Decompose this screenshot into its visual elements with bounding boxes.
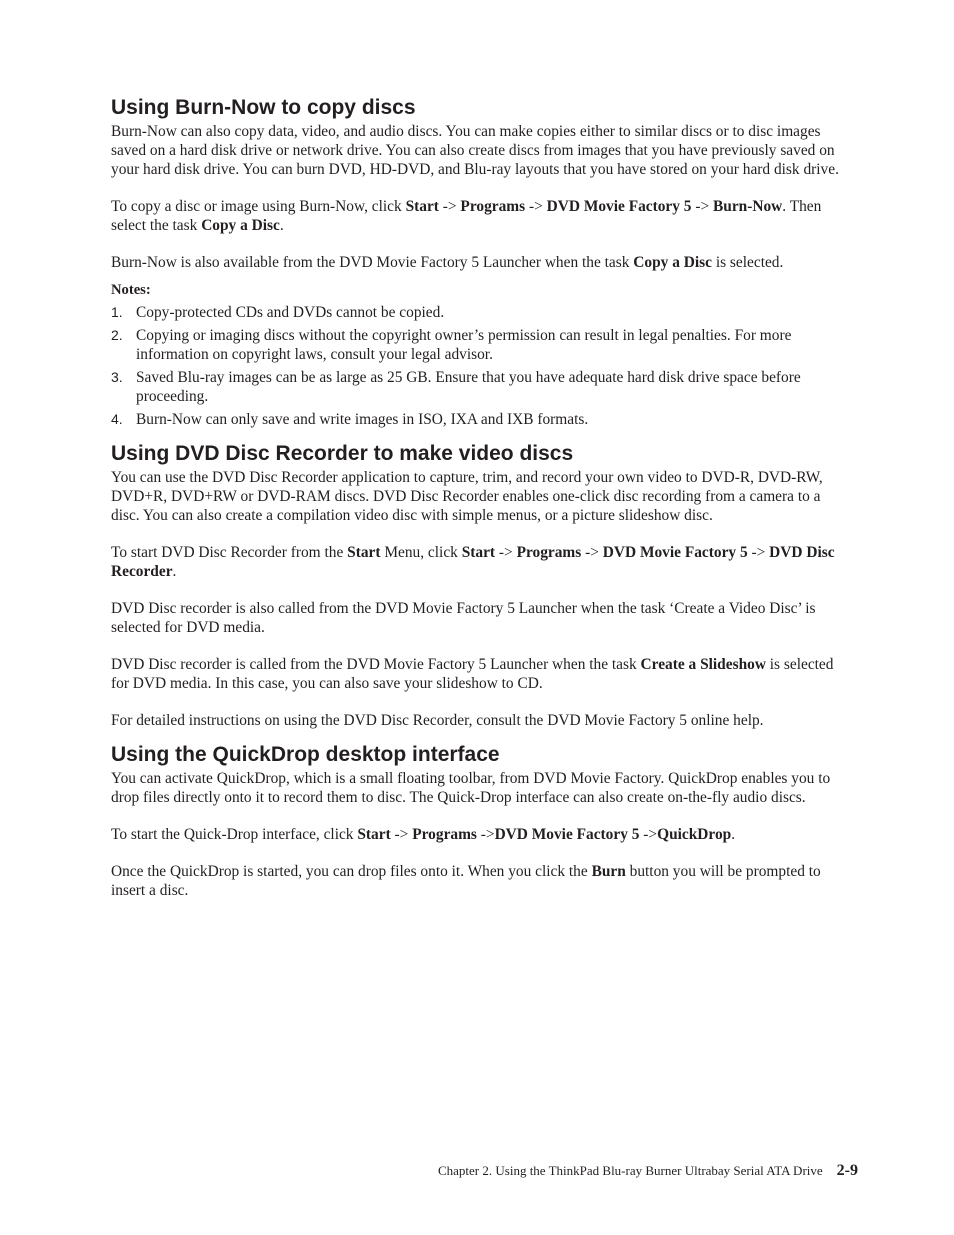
menu-path-programs: Programs [516,544,582,561]
menu-path-quickdrop: QuickDrop [657,826,732,843]
menu-path-start: Start [357,826,391,843]
paragraph: Burn-Now is also available from the DVD Movie Factory 5 Launcher when the task Copy a Disc is selected. [111,254,784,271]
menu-path-start: Start [405,198,439,215]
menu-path-start: Start [461,544,496,561]
paragraph: Burn-Now can also copy data, video, and audio discs. You can make copies either to similar discs or to disc images saved on a hard disk drive or network drive. You can also create discs from images that you have previously saved on your hard disk drive. You can burn DVD, HD-DVD, and Blu-ray layouts that you have stored on your hard disk drive. [111,123,839,178]
paragraph: DVD Disc recorder is called from the DVD Movie Factory 5 Launcher when the task Create a Slideshow is selected for DVD media. In this case, you can also save your slideshow to CD. [111,656,834,692]
paragraph: You can activate QuickDrop, which is a small floating toolbar, from DVD Movie Factory. QuickDrop enables you to drop files directly onto it to record them to disc. The Quick-Drop interface can also create on-the-fly audio discs. [111,770,831,806]
burn-button-reference: Burn [591,863,626,880]
page-number: 2-9 [836,1162,858,1179]
task-name: Copy a Disc [633,254,712,271]
list-item: 4. Burn-Now can only save and write images in ISO, IXA and IXB formats. [111,411,589,428]
list-item: 1. Copy-protected CDs and DVDs cannot be copied. [111,304,445,321]
paragraph: For detailed instructions on using the DVD Disc Recorder, consult the DVD Movie Factory 5 online help. [111,712,764,729]
section-quickdrop [111,742,851,900]
menu-path-burn-now: Burn-Now [713,198,783,215]
page-content [111,95,851,900]
paragraph: Once the QuickDrop is started, you can drop files onto it. When you click the Burn button you will be prompted to insert a disc. [111,863,821,899]
section-heading: Using DVD Disc Recorder to make video discs [111,442,574,465]
section-heading: Using Burn-Now to copy discs [111,96,416,119]
menu-path-dvd-movie-factory: DVD Movie Factory 5 [494,826,640,843]
menu-path-programs: Programs [460,198,526,215]
paragraph: DVD Disc recorder is also called from the DVD Movie Factory 5 Launcher when the task ‘Create a Video Disc’ is selected for DVD media. [111,600,816,636]
notes-list [111,303,851,429]
paragraph: To copy a disc or image using Burn-Now, click Start -> Programs -> DVD Movie Factory 5 -> Burn-Now. Then select the task Copy a Disc. [111,198,822,234]
section-dvd-disc-recorder [111,441,851,730]
menu-path-dvd-movie-factory: DVD Movie Factory 5 [546,198,692,215]
notes-label: Notes: [111,282,151,298]
menu-path-start: Start [347,544,381,561]
task-name: Copy a Disc [201,217,280,234]
paragraph: You can use the DVD Disc Recorder application to capture, trim, and record your own video to DVD-R, DVD-RW, DVD+R, DVD+RW or DVD-RAM discs. DVD Disc Recorder enables one-click disc recording from a camera to a disc. You can also create a compilation video disc with simple menus, or a picture slideshow disc. [111,469,823,524]
page-footer [438,1162,858,1180]
task-name: Create a Slideshow [640,656,766,673]
paragraph: To start DVD Disc Recorder from the Start Menu, click Start -> Programs -> DVD Movie Factory 5 -> DVD Disc Recorder. [111,544,835,580]
chapter-title: Chapter 2. Using the ThinkPad Blu-ray Burner Ultrabay Serial ATA Drive [437,1163,823,1178]
menu-path-programs: Programs [412,826,477,843]
paragraph: To start the Quick-Drop interface, click Start -> Programs ->DVD Movie Factory 5 ->QuickDrop. [111,826,736,843]
list-item: 3. Saved Blu-ray images can be as large as 25 GB. Ensure that you have adequate hard disk drive space before proceeding. [111,369,801,405]
section-heading: Using the QuickDrop desktop interface [111,743,500,766]
section-burn-now [111,95,851,429]
list-item: 2. Copying or imaging discs without the copyright owner’s permission can result in legal penalties. For more information on copyright laws, consult your legal advisor. [111,327,792,363]
menu-path-dvd-movie-factory: DVD Movie Factory 5 [602,544,748,561]
menu-path-dvd-disc-recorder: DVD Disc Recorder [111,544,835,580]
